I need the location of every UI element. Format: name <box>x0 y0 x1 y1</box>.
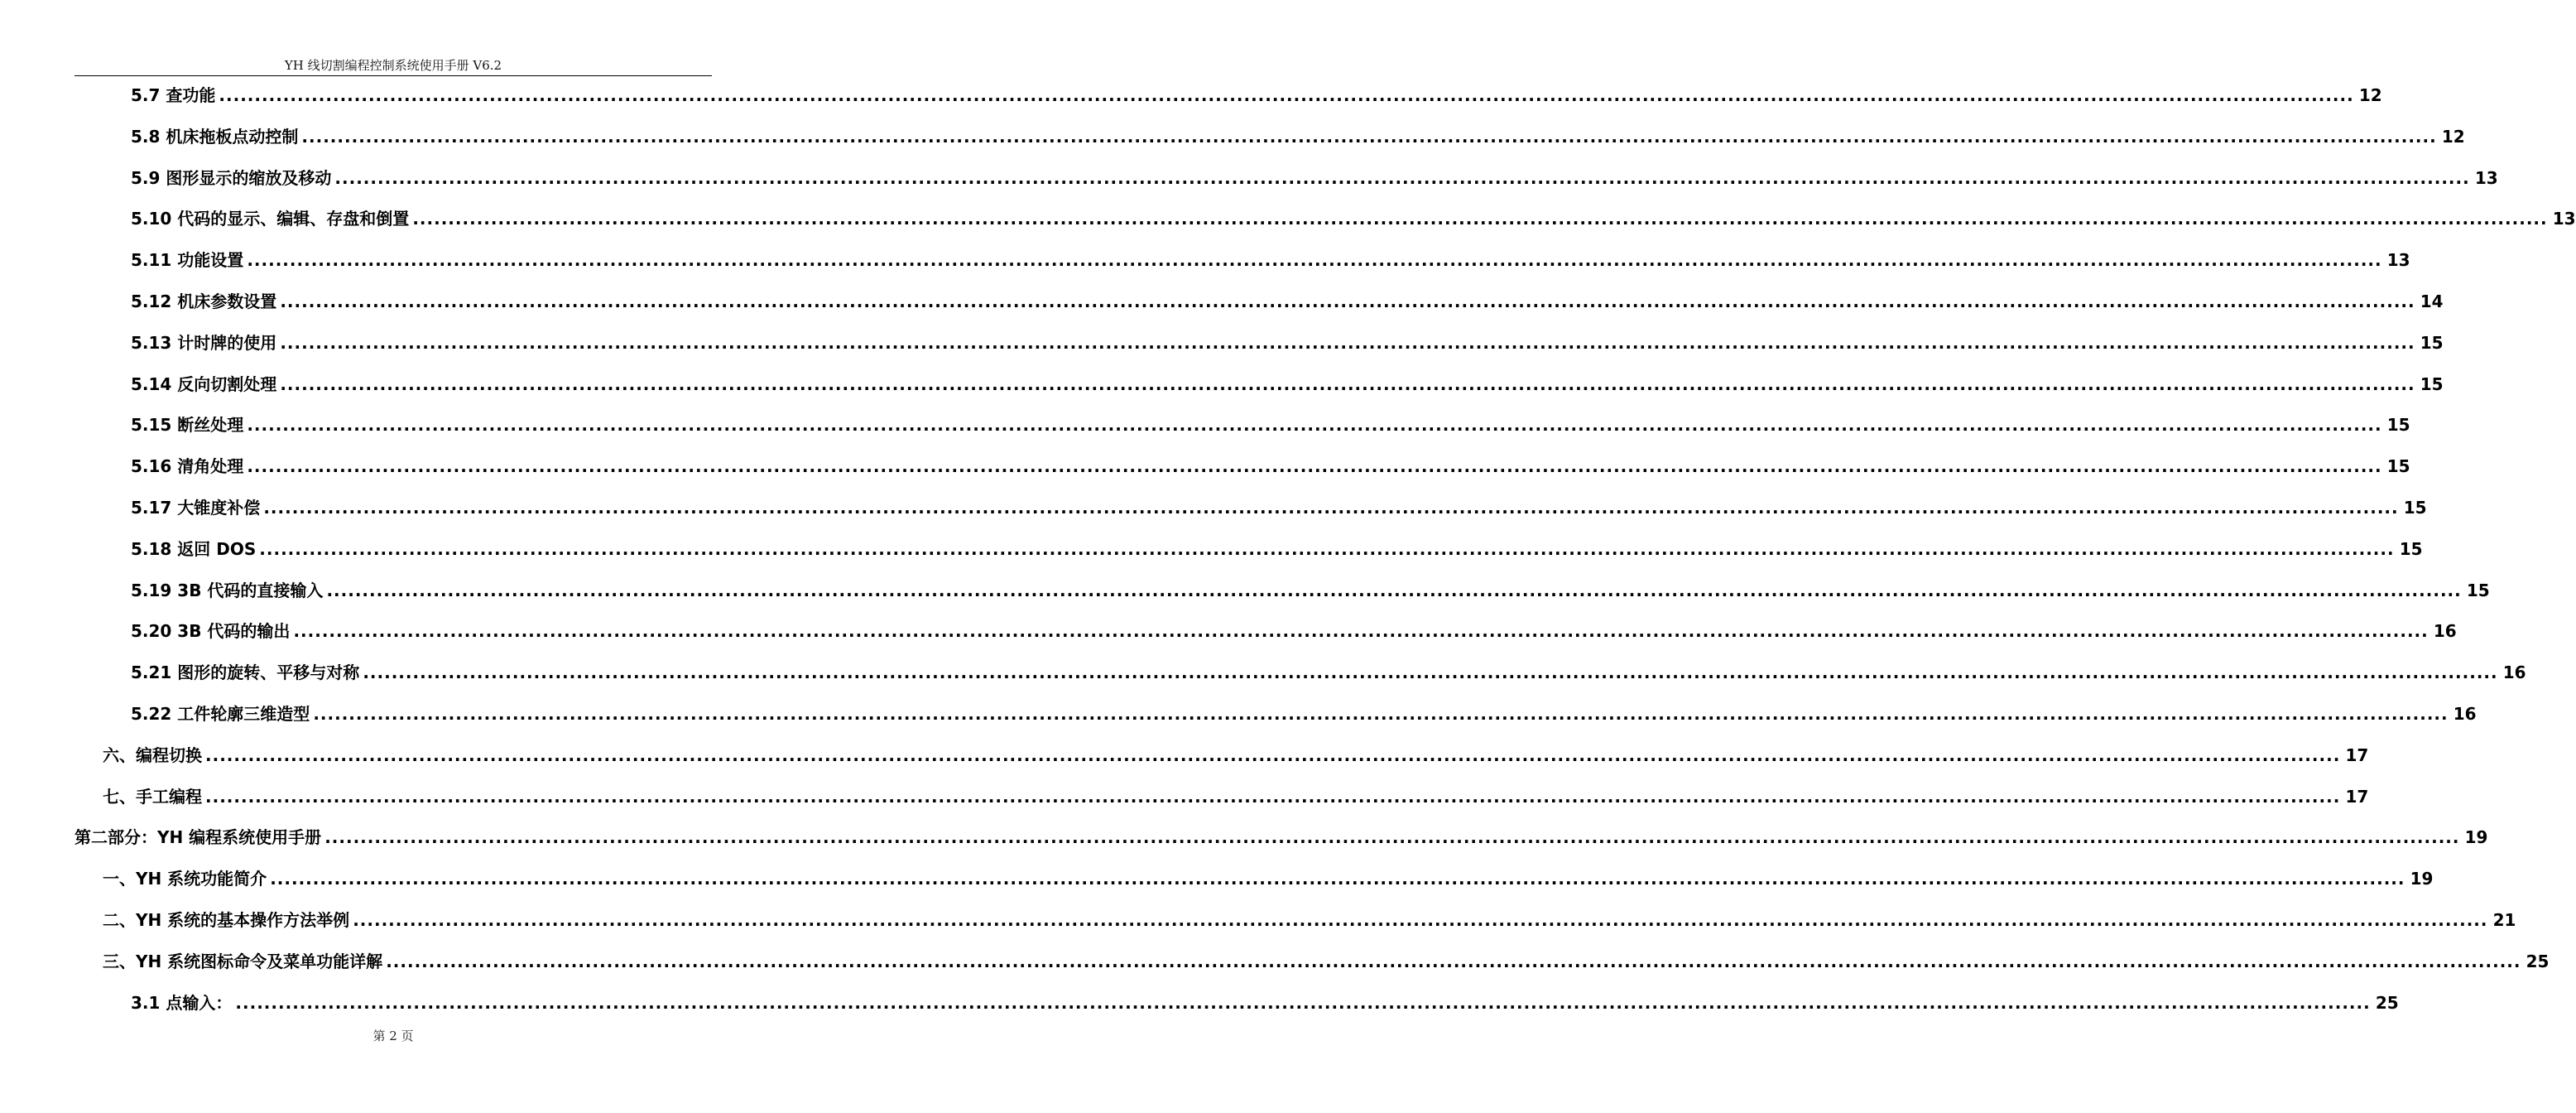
toc-entry[interactable] <box>131 572 2490 602</box>
toc-entry-title: 三、YH 系统图标命令及菜单功能详解 <box>103 951 383 971</box>
toc-entry-title: 5.18 返回 DOS <box>131 538 257 559</box>
toc-leader-dots: ............................................................................................................................................................................................................................................................................................................ <box>293 621 2429 642</box>
toc-entry-title: 5.22 工件轮廓三维造型 <box>131 704 310 724</box>
toc-entry-page: 19 <box>2410 869 2434 889</box>
toc-entry-title: 5.21 图形的旋转、平移与对称 <box>131 662 360 683</box>
toc-entry-title: 5.20 3B 代码的输出 <box>131 621 291 642</box>
toc-leader-dots: ............................................................................................................................................................................................................................................................................................................ <box>280 292 2415 311</box>
toc-entry-page: 17 <box>2345 786 2369 807</box>
toc-entry-page: 13 <box>2552 209 2576 229</box>
toc-entry[interactable] <box>131 242 2410 272</box>
toc-leader-dots: ............................................................................................................................................................................................................................................................................................................ <box>263 498 2399 518</box>
toc-entry-title: 5.11 功能设置 <box>131 250 244 271</box>
page-number: 第 2 页 <box>372 1029 414 1043</box>
toc-entry[interactable] <box>131 118 2465 148</box>
toc-entry-page: 12 <box>2358 85 2382 105</box>
toc-entry[interactable] <box>131 200 2576 230</box>
toc-entry[interactable] <box>131 654 2526 684</box>
toc-entry[interactable] <box>131 613 2457 643</box>
toc-entry-page: 15 <box>2399 538 2423 559</box>
toc-entry-page: 16 <box>2453 704 2477 724</box>
toc-entry-title: 5.10 代码的显示、编辑、存盘和倒置 <box>131 209 410 229</box>
toc-entry[interactable] <box>131 448 2410 478</box>
toc-entry-title: 5.13 计时牌的使用 <box>131 332 277 353</box>
toc-entry[interactable] <box>131 407 2410 436</box>
toc-leader-dots: ............................................................................................................................................................................................................................................................................................................ <box>205 786 2341 807</box>
toc-entry-page: 13 <box>2474 167 2498 188</box>
toc-entry-title: 二、YH 系统的基本操作方法举例 <box>103 910 350 930</box>
toc-entry-page: 17 <box>2345 744 2369 765</box>
toc-leader-dots: ............................................................................................................................................................................................................................................................................................................ <box>324 827 2460 848</box>
toc-entry-page: 15 <box>2403 498 2427 518</box>
toc-entry-title: 5.15 断丝处理 <box>131 415 244 436</box>
toc-leader-dots: ............................................................................................................................................................................................................................................................................................................ <box>280 332 2415 353</box>
toc-leader-dots: ............................................................................................................................................................................................................................................................................................................ <box>219 85 2354 105</box>
toc-leader-dots: ............................................................................................................................................................................................................................................................................................................ <box>235 992 2371 1013</box>
toc-entry-title: 5.14 反向切割处理 <box>131 373 277 394</box>
toc-leader-dots: ............................................................................................................................................................................................................................................................................................................ <box>270 869 2405 889</box>
toc-entry-title: 六、编程切换 <box>103 744 202 765</box>
toc-leader-dots: ............................................................................................................................................................................................................................................................................................................ <box>259 538 2395 559</box>
toc-leader-dots: ............................................................................................................................................................................................................................................................................................................ <box>334 167 2470 188</box>
toc-entry[interactable] <box>131 77 2382 107</box>
toc-leader-dots: ............................................................................................................................................................................................................................................................................................................ <box>247 250 2382 271</box>
toc-entry-page: 13 <box>2386 250 2410 271</box>
toc-entry-page: 15 <box>2466 580 2490 600</box>
header-title: YH 线切割编程控制系统使用手册 V6.2 <box>284 58 502 73</box>
toc-entry-page: 16 <box>2433 621 2457 642</box>
toc-entry-page: 16 <box>2502 662 2526 683</box>
toc-entry-page: 25 <box>2526 951 2550 971</box>
page-footer <box>0 1027 786 1044</box>
toc-leader-dots: ............................................................................................................................................................................................................................................................................................................ <box>247 456 2382 477</box>
toc-entry[interactable] <box>131 489 2427 519</box>
toc-leader-dots: ............................................................................................................................................................................................................................................................................................................ <box>205 744 2341 765</box>
toc-entry[interactable] <box>103 860 2434 890</box>
toc-entry-page: 21 <box>2492 910 2516 930</box>
toc-entry[interactable] <box>131 366 2444 396</box>
toc-entry-page: 15 <box>2386 456 2410 477</box>
toc-entry[interactable] <box>103 943 2550 973</box>
toc-entry[interactable] <box>131 985 2399 1014</box>
toc-entry[interactable] <box>103 778 2369 808</box>
toc-leader-dots: ............................................................................................................................................................................................................................................................................................................ <box>363 662 2498 683</box>
toc-entry-page: 14 <box>2420 292 2444 311</box>
toc-entry-title: 第二部分：YH 编程系统使用手册 <box>74 827 322 848</box>
toc-entry-title: 5.16 清角处理 <box>131 456 244 477</box>
toc-leader-dots: ............................................................................................................................................................................................................................................................................................................ <box>326 580 2462 600</box>
toc-entry-page: 15 <box>2386 415 2410 436</box>
toc-entry-title: 3.1 点输入： <box>131 992 233 1013</box>
toc-entry-page: 19 <box>2464 827 2488 848</box>
toc-entry-page: 12 <box>2441 126 2465 147</box>
toc-entry-title: 七、手工编程 <box>103 786 202 807</box>
toc-entry-title: 5.12 机床参数设置 <box>131 292 277 311</box>
toc-leader-dots: ............................................................................................................................................................................................................................................................................................................ <box>353 910 2488 930</box>
toc-entry[interactable] <box>103 737 2369 767</box>
toc-entry[interactable] <box>103 902 2516 932</box>
toc-leader-dots: ............................................................................................................................................................................................................................................................................................................ <box>412 209 2548 229</box>
toc-entry[interactable] <box>74 819 2488 849</box>
toc-entry[interactable] <box>131 283 2444 313</box>
toc-entry-title: 5.17 大锥度补偿 <box>131 498 261 518</box>
toc-entry-title: 5.9 图形显示的缩放及移动 <box>131 167 332 188</box>
toc-entry-page: 25 <box>2375 992 2399 1013</box>
toc-leader-dots: ............................................................................................................................................................................................................................................................................................................ <box>280 373 2415 394</box>
toc-entry[interactable] <box>131 696 2477 725</box>
toc-entry-title: 5.19 3B 代码的直接输入 <box>131 580 324 600</box>
toc-entry-page: 15 <box>2420 373 2444 394</box>
toc-leader-dots: ............................................................................................................................................................................................................................................................................................................ <box>313 704 2449 724</box>
toc-entry-title: 一、YH 系统功能简介 <box>103 869 267 889</box>
toc-leader-dots: ............................................................................................................................................................................................................................................................................................................ <box>386 951 2521 971</box>
toc-entry-title: 5.7 查功能 <box>131 85 216 105</box>
page-header <box>74 51 712 76</box>
toc-entry[interactable] <box>131 531 2423 561</box>
toc-leader-dots: ............................................................................................................................................................................................................................................................................................................ <box>301 126 2437 147</box>
toc-entry[interactable] <box>131 160 2498 190</box>
toc-entry[interactable] <box>131 325 2444 354</box>
toc-entry-page: 15 <box>2420 332 2444 353</box>
toc-entry-title: 5.8 机床拖板点动控制 <box>131 126 299 147</box>
toc-leader-dots: ............................................................................................................................................................................................................................................................................................................ <box>247 415 2382 436</box>
